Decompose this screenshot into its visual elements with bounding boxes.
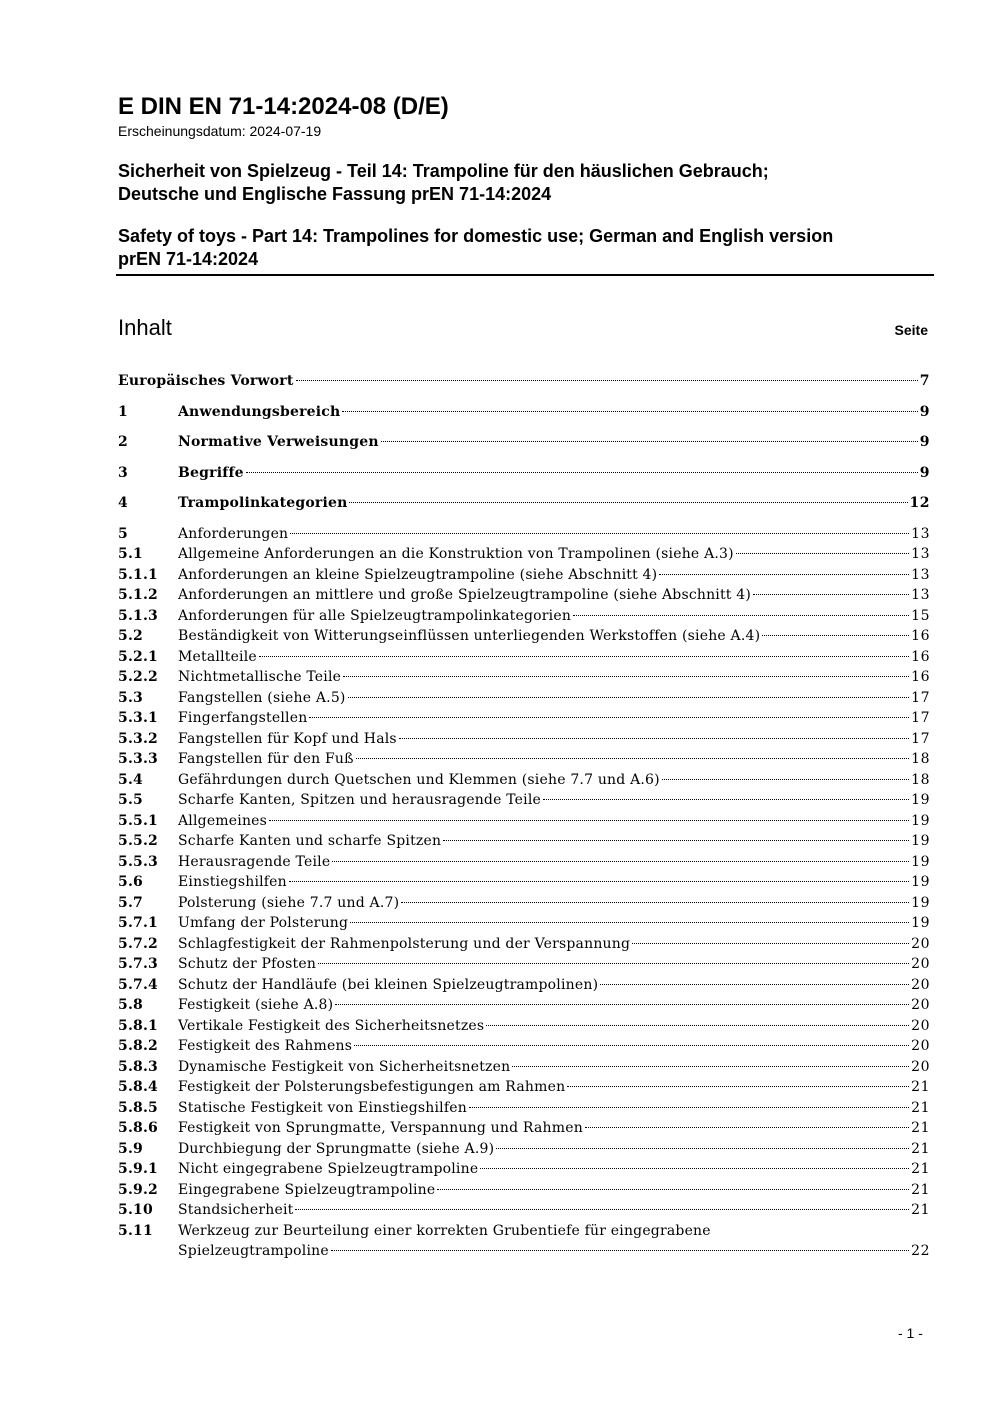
- toc-entry[interactable]: [118, 872, 930, 893]
- toc-entry-text: [178, 1180, 930, 1201]
- toc-entry-label: Fangstellen für Kopf und Hals: [178, 730, 397, 747]
- toc-entry-number: 5.1.1: [118, 566, 158, 583]
- toc-entry-number: 1: [118, 403, 128, 420]
- toc-entry[interactable]: [118, 1159, 930, 1180]
- toc-entry-label: Allgemeines: [178, 812, 268, 829]
- toc-entry-label: Nichtmetallische Teile: [178, 669, 342, 685]
- toc-entry-label: Schlagfestigkeit der Rahmenpolsterung und der Verspannung: [178, 935, 631, 952]
- toc-entry-label: Herausragende Teile: [178, 853, 331, 870]
- toc-entry-number: 4: [118, 495, 128, 511]
- toc-entry-label: Scharfe Kanten, Spitzen und herausragende Teile: [178, 792, 542, 808]
- toc-entry-label: Festigkeit von Sprungmatte, Verspannung und Rahmen: [178, 1120, 583, 1136]
- toc-dot-leader: [753, 594, 909, 595]
- toc-entry-label: Anwendungsbereich: [178, 403, 341, 420]
- toc-entry-label: Polsterung (siehe 7.7 und A.7): [178, 894, 400, 911]
- toc-entry-label: Allgemeine Anforderungen an die Konstruktion von Trampolinen (siehe A.3): [178, 546, 734, 562]
- toc-entry-text: [178, 749, 930, 770]
- toc-entry[interactable]: [118, 647, 930, 668]
- toc-entry-text: [178, 975, 930, 996]
- toc-entry-number: 5.8.4: [118, 1079, 158, 1095]
- toc-entry-page: 16: [911, 648, 930, 665]
- toc-entry-number: 5.7.2: [118, 935, 158, 952]
- toc-entry-text: [178, 770, 930, 791]
- publication-date: Erscheinungsdatum: 2024-07-19: [118, 123, 322, 139]
- toc-dot-leader: [343, 676, 909, 677]
- toc-entry[interactable]: [118, 688, 930, 709]
- toc-entry-text: [178, 647, 930, 668]
- toc-entry-number: 5.8.3: [118, 1058, 158, 1075]
- toc-entry-number: 5.5.1: [118, 812, 158, 829]
- toc-dot-leader: [585, 1127, 909, 1128]
- toc-entry-text: [178, 893, 930, 914]
- toc-entry-label: Beständigkeit von Witterungseinflüssen unterliegenden Werkstoffen (siehe A.4): [178, 628, 761, 644]
- toc-entry-label: Fangstellen für den Fuß: [178, 751, 354, 767]
- toc-entry-page: 17: [911, 689, 930, 706]
- toc-entry-page: 18: [911, 771, 930, 788]
- toc-entry[interactable]: [118, 729, 930, 750]
- toc-entry-label: Europäisches Vorwort: [118, 373, 294, 389]
- toc-dot-leader: [331, 1250, 909, 1251]
- toc-entry-number: 2: [118, 434, 128, 450]
- toc-entry[interactable]: [118, 371, 930, 392]
- toc-entry-page: 19: [911, 792, 930, 808]
- document-header: [118, 92, 934, 271]
- title-english: [118, 225, 934, 271]
- toc-entry[interactable]: [118, 1180, 930, 1201]
- toc-dot-leader: [480, 1168, 909, 1169]
- toc-entry-number: 5.7.3: [118, 956, 158, 972]
- toc-dot-leader: [443, 840, 909, 841]
- toc-entry-page: 20: [911, 1038, 930, 1054]
- toc-entry-number: 5.11: [118, 1222, 153, 1239]
- toc-entry[interactable]: [118, 893, 930, 914]
- toc-entry-number: 5.5.2: [118, 833, 158, 849]
- toc-entry-page: 21: [911, 1181, 930, 1198]
- toc-entry-number: 5.2.1: [118, 648, 158, 665]
- toc-entry-number: 5: [118, 525, 128, 542]
- toc-entry-number: 5.1.3: [118, 607, 158, 624]
- toc-entry-number: 3: [118, 464, 128, 481]
- toc-entry-text: [178, 913, 930, 934]
- toc-entry-number: 5.5.3: [118, 853, 158, 870]
- toc-dot-leader: [437, 1189, 909, 1190]
- toc-dot-leader: [342, 411, 917, 412]
- toc-entry[interactable]: [118, 432, 930, 453]
- toc-entry-text: [178, 463, 930, 484]
- toc-entry-label: Dynamische Festigkeit von Sicherheitsnetzen: [178, 1058, 511, 1075]
- toc-dot-leader: [348, 697, 910, 698]
- toc-dot-leader: [290, 533, 909, 534]
- toc-entry-page: 18: [911, 751, 930, 767]
- toc-entry[interactable]: [118, 565, 930, 586]
- toc-entry-label: Umfang der Polsterung: [178, 915, 349, 931]
- toc-entry-page: 22: [911, 1243, 930, 1259]
- toc-entry[interactable]: [118, 1139, 930, 1160]
- toc-entry-text: [178, 1098, 930, 1119]
- toc-entry-page: 13: [911, 546, 930, 562]
- toc-entry-page: 20: [911, 1017, 930, 1034]
- toc-dot-leader: [496, 1148, 909, 1149]
- header-divider: [116, 274, 934, 276]
- toc-page-column-label: Seite: [894, 322, 928, 338]
- toc-entry-number: 5.8.5: [118, 1099, 158, 1116]
- toc-entry-text: [178, 1200, 930, 1221]
- title-german: [118, 160, 934, 206]
- toc-entry-number: 5.8.6: [118, 1120, 158, 1136]
- toc-entry-text: [178, 1118, 930, 1139]
- toc-entry[interactable]: [118, 831, 930, 852]
- toc-entry-number: 5.3.3: [118, 751, 158, 767]
- toc-dot-leader: [567, 1086, 909, 1087]
- toc-entry-text: [178, 402, 930, 423]
- toc-entry-number: 5.7.4: [118, 976, 158, 993]
- toc-entry[interactable]: [118, 1221, 930, 1242]
- toc-entry-number: 5.7.1: [118, 915, 158, 931]
- toc-entry-number: 5.6: [118, 874, 143, 890]
- toc-dot-leader: [659, 574, 909, 575]
- toc-dot-leader: [469, 1107, 909, 1108]
- toc-entry-page: 19: [911, 915, 930, 931]
- toc-entry-text: [178, 1221, 930, 1242]
- toc-entry-text: [178, 524, 930, 545]
- toc-entry-number: 5.8.2: [118, 1038, 158, 1054]
- toc-entry-page: 21: [911, 1099, 930, 1116]
- toc-entry-number: 5.5: [118, 792, 143, 808]
- toc-entry[interactable]: [118, 667, 930, 688]
- toc-entry-text: [178, 852, 930, 873]
- document-id: E DIN EN 71-14:2024-08 (D/E): [118, 93, 449, 120]
- toc-entry-text: [178, 565, 930, 586]
- toc-entry-number: 5.3: [118, 689, 143, 706]
- toc-entry-label: Schutz der Handläufe (bei kleinen Spielzeugtrampolinen): [178, 976, 599, 993]
- toc-entry[interactable]: [118, 463, 930, 484]
- toc-entry-label: Fingerfangstellen: [178, 710, 308, 726]
- toc-dot-leader: [259, 656, 909, 657]
- toc-entry-page: 7: [919, 373, 930, 389]
- toc-entry-label: Festigkeit (siehe A.8): [178, 997, 334, 1013]
- toc-entry-page: 21: [911, 1161, 930, 1177]
- toc-entry-page: 20: [911, 997, 930, 1013]
- toc-entry-page: 13: [911, 525, 930, 542]
- toc-dot-leader: [289, 881, 909, 882]
- toc-entry-label: Werkzeug zur Beurteilung einer korrekten Grubentiefe für eingegrabene: [178, 1222, 711, 1239]
- toc-entry-label: Begriffe: [178, 464, 244, 481]
- toc-entry-label: Eingegrabene Spielzeugtrampoline: [178, 1181, 436, 1198]
- toc-entry-text: [178, 493, 930, 514]
- toc-entry-text: [178, 544, 930, 565]
- toc-entry-text: [178, 1057, 930, 1078]
- toc-dot-leader: [600, 984, 909, 985]
- toc-entry-number: 5.1: [118, 546, 143, 562]
- toc-entry-page: 12: [909, 495, 930, 511]
- page-number: - 1 -: [898, 1325, 923, 1341]
- toc-entry-label: Nicht eingegrabene Spielzeugtrampoline: [178, 1161, 479, 1177]
- toc-entry-label: Standsicherheit: [178, 1202, 294, 1218]
- toc-entry-page: 15: [911, 607, 930, 624]
- toc-entry-text: [178, 1016, 930, 1037]
- toc-entry-page: 9: [919, 434, 930, 450]
- toc-entry-text: [178, 432, 930, 453]
- toc-entry-page: 13: [911, 566, 930, 583]
- toc-entry[interactable]: [118, 1098, 930, 1119]
- toc-entry-number: 5.1.2: [118, 587, 158, 603]
- title-english-line2: prEN 71-14:2024: [118, 249, 259, 269]
- toc-entry-number: 5.4: [118, 771, 143, 788]
- toc-entry-page: 17: [911, 730, 930, 747]
- toc-entry[interactable]: [118, 1057, 930, 1078]
- toc-entry[interactable]: [118, 913, 930, 934]
- toc-entry[interactable]: [118, 1016, 930, 1037]
- toc-entry[interactable]: [118, 790, 930, 811]
- toc-entry-label: Anforderungen an kleine Spielzeugtrampoline (siehe Abschnitt 4): [178, 566, 658, 583]
- toc-entry-label: Metallteile: [178, 648, 257, 665]
- toc-dot-leader: [736, 553, 909, 554]
- toc-entry-page: 19: [911, 812, 930, 829]
- toc-dot-leader: [350, 922, 909, 923]
- toc-entry-text: [178, 1036, 930, 1057]
- toc-entry-text: [178, 831, 930, 852]
- toc-dot-leader: [296, 380, 918, 381]
- toc-entry-label: Festigkeit der Polsterungsbefestigungen am Rahmen: [178, 1079, 566, 1095]
- toc-dot-leader: [401, 902, 909, 903]
- toc-entry-label: Scharfe Kanten und scharfe Spitzen: [178, 833, 442, 849]
- toc-dot-leader: [349, 502, 907, 503]
- toc-entry[interactable]: [118, 852, 930, 873]
- toc-dot-leader: [399, 738, 909, 739]
- title-german-line1: Sicherheit von Spielzeug - Teil 14: Trampoline für den häuslichen Gebrauch;: [118, 161, 769, 181]
- toc-entry-text: [178, 1159, 930, 1180]
- toc-entry-number: 5.2.2: [118, 669, 158, 685]
- toc-entry-page: 20: [911, 956, 930, 972]
- toc-entry-text: [178, 1077, 930, 1098]
- toc-entry[interactable]: [118, 585, 930, 606]
- toc-dot-leader: [381, 441, 918, 442]
- toc-entry-page: 20: [911, 935, 930, 952]
- toc-entry[interactable]: [118, 934, 930, 955]
- toc-dot-leader: [335, 1004, 909, 1005]
- toc-entry-text: [178, 1241, 930, 1262]
- toc-entry-text: [178, 729, 930, 750]
- toc-entry-text: [118, 371, 930, 392]
- toc-entry-number: 5.7: [118, 894, 143, 911]
- toc-entry-page: 19: [911, 833, 930, 849]
- toc-entry[interactable]: [118, 1118, 930, 1139]
- toc-dot-leader: [356, 758, 910, 759]
- toc-entry-text: [178, 708, 930, 729]
- toc-entry-page: 16: [911, 628, 930, 644]
- toc-entry-number: 5.9.1: [118, 1161, 158, 1177]
- toc-entry[interactable]: [118, 749, 930, 770]
- toc-entry-number: 5.8.1: [118, 1017, 158, 1034]
- toc-dot-leader: [295, 1209, 909, 1210]
- toc-entry[interactable]: [118, 954, 930, 975]
- toc-entry-text: [178, 954, 930, 975]
- toc-dot-leader: [762, 635, 909, 636]
- toc-entry[interactable]: [118, 544, 930, 565]
- toc-entry-page: 13: [911, 587, 930, 603]
- toc-entry-text: [178, 688, 930, 709]
- toc-entry-label: Normative Verweisungen: [178, 434, 379, 450]
- toc-entry-page: 21: [911, 1079, 930, 1095]
- toc-entry-text: [178, 995, 930, 1016]
- toc-entry-number: 5.9.2: [118, 1181, 158, 1198]
- toc-dot-leader: [632, 943, 909, 944]
- toc-entry-text: [178, 585, 930, 606]
- toc-entry-label: Anforderungen für alle Spielzeugtrampolinkategorien: [178, 607, 572, 624]
- toc-entry-text: [178, 626, 930, 647]
- toc-dot-leader: [318, 963, 909, 964]
- toc-entry-number: 5.3.1: [118, 710, 158, 726]
- toc-dot-leader: [309, 717, 909, 718]
- toc-dot-leader: [543, 799, 909, 800]
- toc-entry[interactable]: [118, 1036, 930, 1057]
- toc-entry-number: 5.2: [118, 628, 143, 644]
- toc-entry-label: Schutz der Pfosten: [178, 956, 317, 972]
- title-german-line2: Deutsche und Englische Fassung prEN 71-14:2024: [118, 184, 552, 204]
- toc-entry-label: Festigkeit des Rahmens: [178, 1038, 353, 1054]
- toc-entry-label: Trampolinkategorien: [178, 495, 348, 511]
- toc-entry-label: Anforderungen: [178, 525, 289, 542]
- toc-heading: [118, 315, 928, 341]
- toc-dot-leader: [662, 779, 909, 780]
- toc-entry[interactable]: [118, 770, 930, 791]
- toc-entry-label: Gefährdungen durch Quetschen und Klemmen (siehe 7.7 und A.6): [178, 771, 660, 788]
- toc-entry-text: [178, 811, 930, 832]
- toc-entry[interactable]: [118, 1200, 930, 1221]
- toc-entry-page: 19: [911, 894, 930, 911]
- toc-entry-label: Spielzeugtrampoline: [178, 1243, 329, 1259]
- table-of-contents: [118, 371, 930, 1262]
- toc-entry-label: Vertikale Festigkeit des Sicherheitsnetzes: [178, 1017, 485, 1034]
- toc-entry[interactable]: [118, 402, 930, 423]
- toc-entry[interactable]: [118, 1077, 930, 1098]
- toc-dot-leader: [573, 615, 909, 616]
- toc-entry-label: Statische Festigkeit von Einstiegshilfen: [178, 1099, 467, 1116]
- toc-entry-text: [178, 606, 930, 627]
- toc-entry[interactable]: [118, 811, 930, 832]
- toc-entry-text: [178, 1139, 930, 1160]
- toc-entry-page: 20: [911, 976, 930, 993]
- toc-entry-page: 9: [919, 403, 930, 420]
- toc-entry-continuation[interactable]: [118, 1241, 930, 1262]
- toc-entry[interactable]: [118, 524, 930, 545]
- toc-entry-text: [178, 872, 930, 893]
- toc-entry-text: [178, 667, 930, 688]
- toc-entry-page: 16: [911, 669, 930, 685]
- toc-entry-page: 21: [911, 1120, 930, 1136]
- toc-dot-leader: [486, 1025, 909, 1026]
- toc-entry[interactable]: [118, 626, 930, 647]
- toc-entry-label: Anforderungen an mittlere und große Spielzeugtrampoline (siehe Abschnitt 4): [178, 587, 752, 603]
- toc-entry[interactable]: [118, 995, 930, 1016]
- toc-entry-number: 5.9: [118, 1140, 143, 1157]
- toc-entry-number: 5.8: [118, 997, 143, 1013]
- toc-entry[interactable]: [118, 975, 930, 996]
- toc-dot-leader: [269, 820, 909, 821]
- toc-entry-page: 19: [911, 853, 930, 870]
- toc-dot-leader: [354, 1045, 909, 1046]
- toc-entry-page: 21: [911, 1140, 930, 1157]
- toc-dot-leader: [512, 1066, 909, 1067]
- toc-entry[interactable]: [118, 606, 930, 627]
- toc-entry-label: Fangstellen (siehe A.5): [178, 689, 346, 706]
- toc-entry-label: Einstiegshilfen: [178, 874, 287, 890]
- toc-dot-leader: [246, 472, 918, 473]
- toc-dot-leader: [332, 861, 909, 862]
- toc-entry-page: 17: [911, 710, 930, 726]
- toc-title: Inhalt: [118, 315, 172, 340]
- toc-entry-page: 9: [919, 464, 930, 481]
- toc-entry-page: 20: [911, 1058, 930, 1075]
- toc-entry-page: 21: [911, 1202, 930, 1218]
- toc-entry[interactable]: [118, 708, 930, 729]
- toc-entry-number: 5.10: [118, 1202, 153, 1218]
- toc-entry-text: [178, 934, 930, 955]
- toc-entry-number: 5.3.2: [118, 730, 158, 747]
- title-english-line1: Safety of toys - Part 14: Trampolines for domestic use; German and English version: [118, 226, 834, 246]
- toc-entry-text: [178, 790, 930, 811]
- toc-entry-label: Durchbiegung der Sprungmatte (siehe A.9): [178, 1140, 495, 1157]
- toc-entry-page: 19: [911, 874, 930, 890]
- toc-entry[interactable]: [118, 493, 930, 514]
